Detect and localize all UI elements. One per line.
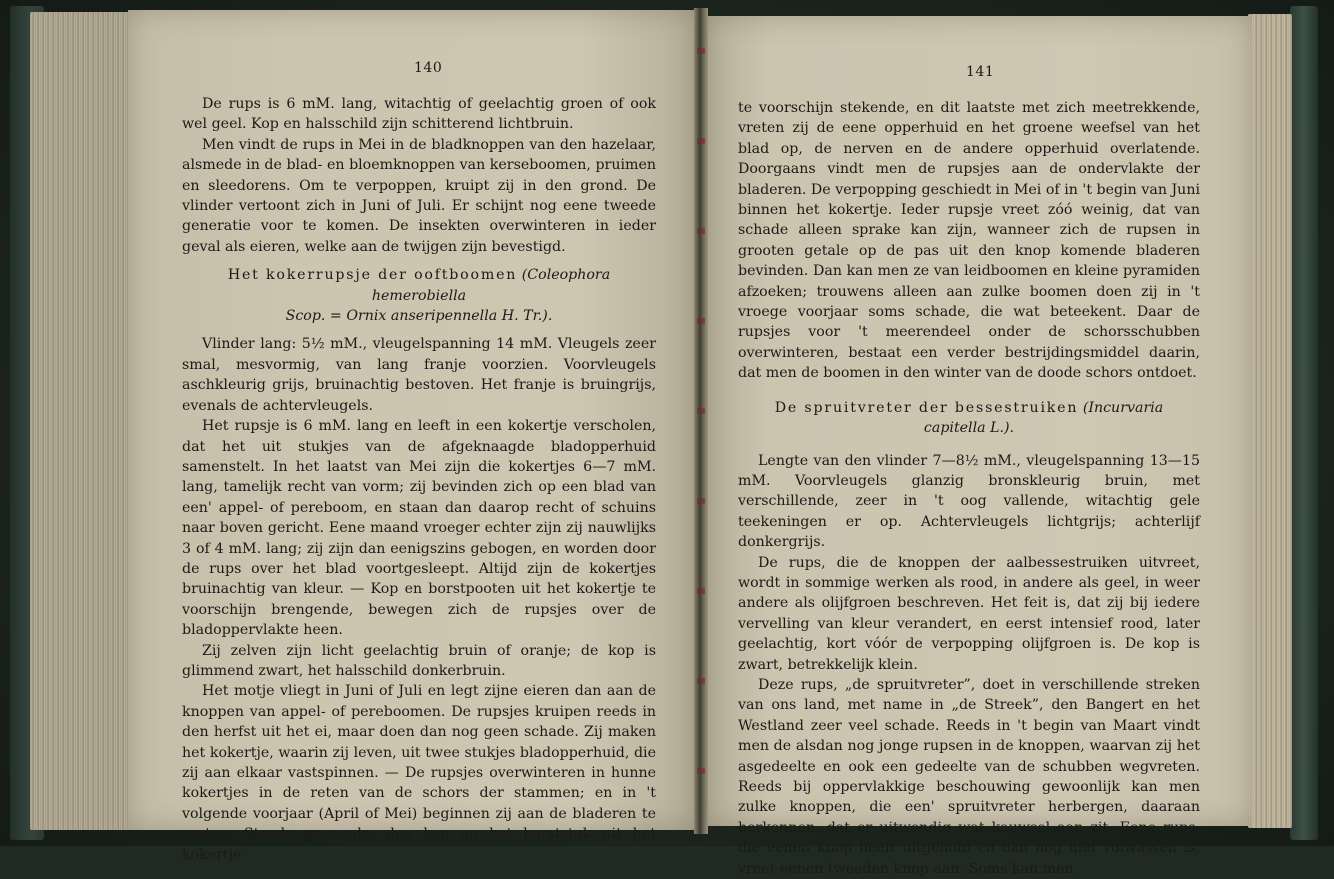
left-page-number: 140 [414,60,443,76]
left-page-body [182,94,656,865]
left-para-3: Vlinder lang: 5½ mM., vleugelspanning 14 mM. Vleugels zeer smal, mesvormig, van lang franje voorzien. Voorvleugels aschkleurig grijs, bruinachtig bestoven. Het franje is bruingrijs, evenals de achtervleugels. [182,336,656,414]
left-heading-title: Het kokerrupsje der ooftboomen [227,267,518,284]
right-heading-latin-1: (Incurvaria [1082,399,1164,416]
book-cover-right [1290,6,1318,840]
right-page-number: 141 [966,64,995,80]
right-page [704,16,1252,877]
right-heading-latin-2: capitella L.). [923,420,1015,437]
right-heading-title: De spruitvreter der bessestruiken [774,399,1079,416]
left-section-heading [182,265,656,326]
right-page-body [738,98,1200,879]
right-para-4: Deze rups, „de spruitvreter”, doet in verschillende streken van ons land, met name in „de Streek”, den Bangert en het Westland zeer veel schade. Reeds in 't begin van Maart vindt men de alsdan nog jonge rupsen in de knoppen, waarvan zij het asgedeelte en ook een gedeelte van de schubben wegvreten. Reeds bij oppervlakkige beschouwing gewoonlijk kan men zulke knoppen, die een' spruitvreter herbergen, daaraan herkennen, dat er uitwendig wat kauwsel aan zit. Eene rups, die eenen knop heeft uitgehold en dan nog niet volwassen is, vreet eenen tweeden knop aan. Soms kan men [738,676,1200,877]
page-edges-left [30,12,130,830]
left-heading-latin-1: (Coleophora hemerobiella [371,267,611,304]
left-para-6: Het motje vliegt in Juni of Juli en legt zijne eieren dan aan de knoppen van appel- of pereboomen. De rupsjes kruipen reeds in den herfst uit het ei, maar doen dan nog geen schade. Zij maken het kokertje, waarin zij leven, uit twee stukjes bladopperhuid, die zij aan elkaar vastspinnen. — De rupsjes overwinteren in hunne kokertjes in de reten van de schors der stammen; en in 't volgende voorjaar (April of Mei) beginnen zij aan de bladeren te vreten. Steeds grazende, den kop en het borststuk uit het kokertje [182,683,656,863]
left-para-5: Zij zelven zijn licht geelachtig bruin of oranje; de kop is glimmend zwart, het halsschild donkerbruin. [182,642,656,679]
page-edges-right [1248,14,1292,828]
left-para-1: De rups is 6 mM. lang, witachtig of geelachtig groen of ook wel geel. Kop en halsschild zijn schitterend lichtbruin. [182,96,656,133]
left-para-2: Men vindt de rups in Mei in de bladknoppen van den hazelaar, alsmede in de blad- en bloemknoppen van kerseboomen, pruimen en sleedorens. Om te verpoppen, kruipt zij in den grond. De vlinder vertoont zich in Juni of Juli. Er schijnt nog eene tweede generatie voor te komen. De insekten overwinteren in ieder geval als eieren, welke aan de twijgen zijn bevestigd. [182,136,656,255]
right-para-3: De rups, die de knoppen der aalbessestruiken uitvreet, wordt in sommige werken als rood, in andere als geel, in weer andere als olijfgroen beschreven. Het feit is, dat zij bij iedere vervelling van kleur verandert, en eerst intensief rood, later geelachtig, kort vóór de verpopping olijfgroen is. De kop is zwart, betrekkelijk klein. [738,554,1200,673]
left-para-4: Het rupsje is 6 mM. lang en leeft in een kokertje verscholen, dat het uit stukjes van de afgeknaagde bladopperhuid samenstelt. In het laatst van Mei zijn die kokertjes 6—7 mM. lang, tamelijk recht van vorm; zij bevinden zich op een blad van een' appel- of pereboom, en staan dan daarop recht of schuins naar boven gericht. Eene maand vroeger echter zijn zij nauwlijks 3 of 4 mM. lang; zij zijn dan eenigszins gebogen, en worden door de rups over het blad voortgesleept. Altijd zijn de kokertjes bruinachtig van kleur. — Kop en borstpooten uit het kokertje te voorschijn brengende, bewegen zich de rupsjes over de bladoppervlakte heen. [182,418,656,639]
binding-thread [697,8,705,834]
left-page [128,10,696,863]
right-para-1: te voorschijn stekende, en dit laatste met zich meetrekkende, vreten zij de eene opperhuid en het groene weefsel van het blad op, de nerven en de andere opperhuid overlatende. Doorgaans vindt men de rupsjes aan de ondervlakte der bladeren. De verpopping geschiedt in Mei of in 't begin van Juni binnen het kokertje. Ieder rupsje vreet zóó weinig, dat van schade alleen sprake kan zijn, wanneer zich de rupsen in grooten getale op de pas uit den knop komende bladeren bevinden. Dan kan men ze van leidboomen en kleine pyramiden afzoeken; trouwens alleen aan zulke boomen doen zij in 't vroege voorjaar soms schade, die wat beteekent. Daar de rupsjes voor 't meerendeel onder de schorsschubben overwinteren, bestaat een verder bestrijdingsmiddel daarin, dat men de boomen in den winter van de doode schors ontdoet. [738,100,1200,382]
right-para-2: Lengte van den vlinder 7—8½ mM., vleugelspanning 13—15 mM. Voorvleugels glanzig bronskleurig bruin, met verschillende, zeer in 't oog vallende, witachtig gele teekeningen er op. Achtervleugels lichtgrijs; achterlijf donkergrijs. [738,452,1200,551]
left-heading-latin-2: Scop. = Ornix anseripennella H. Tr.). [285,308,553,325]
right-section-heading [738,398,1200,439]
